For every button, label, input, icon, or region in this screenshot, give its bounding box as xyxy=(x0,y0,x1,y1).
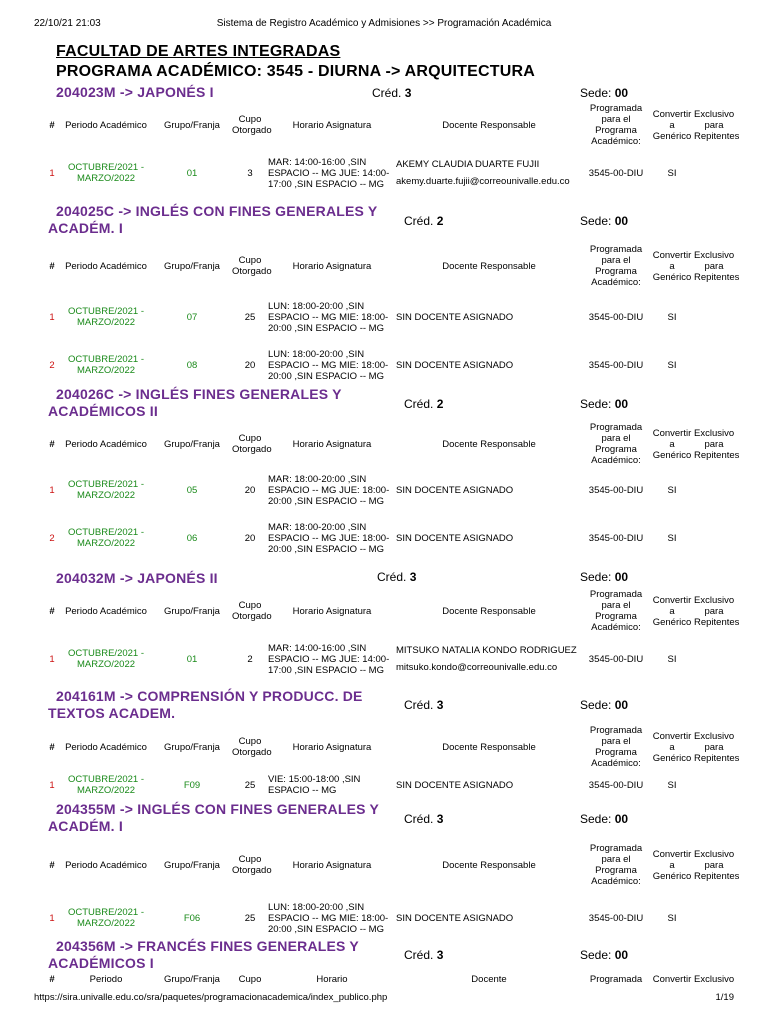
credits-label: Créd. xyxy=(372,86,402,100)
credits-label: Créd. xyxy=(404,214,434,228)
col-horario-header: Horario Asignatura xyxy=(292,605,372,617)
row-programada: 3545-00-DIU xyxy=(588,653,644,665)
col-cupo-header: Cupo Otorgado xyxy=(232,736,272,758)
row-horario: LUN: 18:00-20:00 ,SIN ESPACIO -- MG MIE: 18:00-20:00 ,SIN ESPACIO -- MG xyxy=(268,348,389,382)
row-programada: 3545-00-DIU xyxy=(588,912,644,924)
row-docente xyxy=(396,148,582,198)
col-programada-header: Programada para el Programa Académico: xyxy=(589,103,643,147)
page-number: 1/19 xyxy=(715,992,734,1003)
row-cupo: 25 xyxy=(244,311,256,323)
row-horario: VIE: 15:00-18:00 ,SIN ESPACIO -- MG xyxy=(268,774,361,796)
row-convertir: SI xyxy=(667,311,677,323)
course-header xyxy=(0,203,768,239)
docente-name: SIN DOCENTE ASIGNADO xyxy=(396,779,514,791)
col-period-header: Periodo Académico xyxy=(65,438,147,450)
row-docente xyxy=(396,466,582,514)
course-name-line: 204356M -> FRANCÉS FINES GENERALES Y xyxy=(56,938,359,954)
credits-label: Créd. xyxy=(404,948,434,962)
credits-value: 3 xyxy=(436,698,444,712)
course-block xyxy=(0,801,768,935)
col-exclusivo-header: Exclusivo para Repitentes xyxy=(694,730,740,764)
col-exclusivo-header: Exclusivo para Repitentes xyxy=(694,249,740,283)
row-group: 01 xyxy=(186,167,198,179)
table-header-row xyxy=(44,422,734,466)
row-convertir: SI xyxy=(667,532,677,544)
course-name xyxy=(48,688,363,722)
docente-name: AKEMY CLAUDIA DUARTE FUJII xyxy=(396,159,540,170)
course-name xyxy=(48,938,359,972)
sede-label: Sede: xyxy=(580,812,612,826)
docente-name: MITSUKO NATALIA KONDO RODRIGUEZ xyxy=(396,645,577,656)
col-exclusivo-header: Exclusivo para Repitentes xyxy=(694,594,740,628)
row-docente xyxy=(396,514,582,562)
col-programada-header: Programada para el Programa Académico: xyxy=(589,725,643,769)
course-name-line: TEXTOS ACADEM. xyxy=(48,705,176,721)
col-group-header: Grupo/Franja xyxy=(164,605,220,617)
credits-label: Créd. xyxy=(404,397,434,411)
row-period: OCTUBRE/2021 - MARZO/2022 xyxy=(67,354,145,376)
col-programada-header: Programada para el Programa Académico: xyxy=(589,244,643,288)
row-programada: 3545-00-DIU xyxy=(588,779,644,791)
row-number: 1 xyxy=(49,779,55,791)
col-docente-header: Docente Responsable xyxy=(442,741,536,753)
row-period: OCTUBRE/2021 - MARZO/2022 xyxy=(67,527,145,549)
course-block xyxy=(0,203,768,382)
credits-value: 2 xyxy=(436,397,444,411)
row-cupo: 25 xyxy=(244,912,256,924)
course-block xyxy=(0,570,768,676)
row-number: 1 xyxy=(49,653,55,665)
col-horario-header: Horario Asignatura xyxy=(292,741,372,753)
course-name-line: ACADÉM. I xyxy=(48,220,123,236)
col-cupo-header: Cupo Otorgado xyxy=(232,600,272,622)
col-period-header: Periodo xyxy=(89,974,123,985)
print-header xyxy=(0,0,768,29)
table-row xyxy=(44,514,734,562)
row-convertir: SI xyxy=(667,653,677,665)
table-header-row xyxy=(44,102,734,148)
row-convertir: SI xyxy=(667,912,677,924)
col-exclusivo-header: Exclusivo para Repitentes xyxy=(694,848,740,882)
col-convertir-header: Convertir a Genérico xyxy=(652,730,692,764)
table-row xyxy=(44,634,734,684)
course-name-line: 204023M -> JAPONÉS I xyxy=(56,84,214,100)
col-number-header: # xyxy=(49,859,55,871)
row-group: 08 xyxy=(186,359,198,371)
col-period-header: Periodo Académico xyxy=(65,119,147,131)
row-cupo: 20 xyxy=(244,359,256,371)
credits-value: 3 xyxy=(436,948,444,962)
col-period-header: Periodo Académico xyxy=(65,859,147,871)
col-cupo-header: Cupo xyxy=(238,974,262,985)
row-number: 1 xyxy=(49,167,55,179)
course-name-line: ACADÉMICOS I xyxy=(48,955,154,971)
col-horario-header: Horario xyxy=(316,974,348,985)
col-docente-header: Docente Responsable xyxy=(442,119,536,131)
col-group-header: Grupo/Franja xyxy=(164,859,220,871)
row-programada: 3545-00-DIU xyxy=(588,532,644,544)
credits-value: 3 xyxy=(404,86,412,100)
table-row xyxy=(44,293,734,341)
schedule-table xyxy=(44,724,740,800)
col-convertir-header: Convertir xyxy=(652,974,692,985)
col-cupo-header: Cupo Otorgado xyxy=(232,255,272,277)
sede-value: 00 xyxy=(614,214,629,228)
course-header xyxy=(0,938,768,974)
course-name-line: 204032M -> JAPONÉS II xyxy=(56,570,218,586)
col-programada-header: Programada xyxy=(589,974,643,985)
table-header-row xyxy=(44,239,734,293)
course-credits xyxy=(404,397,443,411)
course-header xyxy=(0,570,768,590)
table-row xyxy=(44,148,734,198)
col-programada-header: Programada para el Programa Académico: xyxy=(589,422,643,466)
row-horario: MAR: 14:00-16:00 ,SIN ESPACIO -- MG JUE: 14:00-17:00 ,SIN ESPACIO -- MG xyxy=(268,642,390,676)
schedule-table xyxy=(44,588,740,684)
sede-value: 00 xyxy=(614,86,629,100)
row-exclusivo xyxy=(694,466,734,514)
docente-name: SIN DOCENTE ASIGNADO xyxy=(396,532,514,544)
table-header-row xyxy=(44,837,734,893)
course-sede xyxy=(580,812,628,826)
row-group: F09 xyxy=(183,779,201,791)
course-name-line: 204355M -> INGLÉS CON FINES GENERALES Y xyxy=(56,801,380,817)
row-exclusivo xyxy=(694,293,734,341)
col-period-header: Periodo Académico xyxy=(65,260,147,272)
table-header-row xyxy=(44,588,734,634)
row-horario: LUN: 18:00-20:00 ,SIN ESPACIO -- MG MIE: 18:00-20:00 ,SIN ESPACIO -- MG xyxy=(268,300,389,334)
row-period: OCTUBRE/2021 - MARZO/2022 xyxy=(67,907,145,929)
row-cupo: 3 xyxy=(247,167,253,179)
col-convertir-header: Convertir a Genérico xyxy=(652,427,692,461)
row-programada: 3545-00-DIU xyxy=(588,311,644,323)
course-credits xyxy=(404,698,443,712)
sede-label: Sede: xyxy=(580,948,612,962)
course-sede xyxy=(580,570,628,584)
course-block xyxy=(0,688,768,796)
docente-name: SIN DOCENTE ASIGNADO xyxy=(396,484,514,496)
row-convertir: SI xyxy=(667,167,677,179)
print-datetime: 22/10/21 21:03 xyxy=(34,18,101,29)
col-docente-header: Docente Responsable xyxy=(442,438,536,450)
course-name xyxy=(48,203,377,237)
course-block xyxy=(0,938,768,985)
course-credits xyxy=(404,812,443,826)
docente-name: SIN DOCENTE ASIGNADO xyxy=(396,311,514,323)
row-period: OCTUBRE/2021 - MARZO/2022 xyxy=(67,774,145,796)
row-exclusivo xyxy=(694,148,734,198)
col-programada-header: Programada para el Programa Académico: xyxy=(589,589,643,633)
table-row xyxy=(44,770,734,800)
schedule-table xyxy=(44,974,734,988)
row-convertir: SI xyxy=(667,484,677,496)
col-number-header: # xyxy=(49,741,55,753)
sede-value: 00 xyxy=(614,698,629,712)
sede-label: Sede: xyxy=(580,86,612,100)
row-docente xyxy=(396,341,582,389)
credits-label: Créd. xyxy=(404,812,434,826)
col-convertir-header: Convertir a Genérico xyxy=(652,594,692,628)
row-exclusivo xyxy=(694,341,734,389)
sede-label: Sede: xyxy=(580,214,612,228)
course-sede xyxy=(580,214,628,228)
row-cupo: 25 xyxy=(244,779,256,791)
sede-value: 00 xyxy=(614,812,629,826)
row-horario: LUN: 18:00-20:00 ,SIN ESPACIO -- MG MIE: 18:00-20:00 ,SIN ESPACIO -- MG xyxy=(268,901,389,935)
sede-value: 00 xyxy=(614,948,629,962)
course-header xyxy=(0,688,768,724)
course-name-line: ACADÉMICOS II xyxy=(48,403,158,419)
row-period: OCTUBRE/2021 - MARZO/2022 xyxy=(67,648,145,670)
credits-value: 3 xyxy=(436,812,444,826)
table-row xyxy=(44,893,734,943)
row-horario: MAR: 14:00-16:00 ,SIN ESPACIO -- MG JUE: 14:00-17:00 ,SIN ESPACIO -- MG xyxy=(268,156,390,190)
row-exclusivo xyxy=(694,770,734,800)
course-block xyxy=(0,84,768,190)
course-sede xyxy=(580,948,628,962)
col-docente-header: Docente Responsable xyxy=(442,859,536,871)
col-number-header: # xyxy=(49,438,55,450)
row-horario: MAR: 18:00-20:00 ,SIN ESPACIO -- MG JUE: 18:00-20:00 ,SIN ESPACIO -- MG xyxy=(268,521,390,555)
col-cupo-header: Cupo Otorgado xyxy=(232,854,272,876)
col-number-header: # xyxy=(49,119,55,131)
sede-label: Sede: xyxy=(580,397,612,411)
col-cupo-header: Cupo Otorgado xyxy=(232,433,272,455)
docente-email[interactable]: akemy.duarte.fujii@correounivalle.edu.co xyxy=(396,176,570,187)
course-sede xyxy=(580,397,628,411)
faculty-title: FACULTAD DE ARTES INTEGRADAS xyxy=(56,43,341,60)
sede-label: Sede: xyxy=(580,570,612,584)
row-number: 1 xyxy=(49,311,55,323)
row-period: OCTUBRE/2021 - MARZO/2022 xyxy=(67,162,145,184)
sede-label: Sede: xyxy=(580,698,612,712)
col-docente-header: Docente Responsable xyxy=(442,605,536,617)
course-name-line: 204161M -> COMPRENSIÓN Y PRODUCC. DE xyxy=(56,688,363,704)
col-group-header: Grupo/Franja xyxy=(164,974,220,985)
course-name xyxy=(48,84,214,101)
row-period: OCTUBRE/2021 - MARZO/2022 xyxy=(67,306,145,328)
course-credits xyxy=(372,86,411,100)
col-convertir-header: Convertir a Genérico xyxy=(652,249,692,283)
row-number: 2 xyxy=(49,532,55,544)
col-exclusivo-header: Exclusivo para Repitentes xyxy=(694,108,740,142)
course-name-line: 204026C -> INGLÉS FINES GENERALES Y xyxy=(56,386,342,402)
row-horario: MAR: 18:00-20:00 ,SIN ESPACIO -- MG JUE: 18:00-20:00 ,SIN ESPACIO -- MG xyxy=(268,473,390,507)
course-credits xyxy=(404,214,443,228)
row-docente xyxy=(396,770,582,800)
course-name xyxy=(48,570,218,587)
table-header-row xyxy=(44,974,734,988)
table-row xyxy=(44,466,734,514)
course-block xyxy=(0,386,768,555)
course-sede xyxy=(580,698,628,712)
docente-email[interactable]: mitsuko.kondo@correounivalle.edu.co xyxy=(396,662,558,673)
row-cupo: 20 xyxy=(244,532,256,544)
schedule-table xyxy=(44,422,740,562)
row-convertir: SI xyxy=(667,779,677,791)
print-title: Sistema de Registro Académico y Admisiones >> Programación Académica xyxy=(216,18,552,29)
schedule-table xyxy=(44,239,740,389)
row-programada: 3545-00-DIU xyxy=(588,167,644,179)
col-group-header: Grupo/Franja xyxy=(164,741,220,753)
course-name-line: ACADÉM. I xyxy=(48,818,123,834)
sede-value: 00 xyxy=(614,397,629,411)
col-horario-header: Horario Asignatura xyxy=(292,438,372,450)
table-row xyxy=(44,341,734,389)
col-number-header: # xyxy=(49,260,55,272)
credits-label: Créd. xyxy=(404,698,434,712)
col-exclusivo-header: Exclusivo para Repitentes xyxy=(694,427,740,461)
row-cupo: 2 xyxy=(247,653,253,665)
course-header xyxy=(0,801,768,837)
course-name xyxy=(48,801,379,835)
course-credits xyxy=(377,570,416,584)
docente-name: SIN DOCENTE ASIGNADO xyxy=(396,359,514,371)
course-header xyxy=(0,84,768,104)
row-docente xyxy=(396,893,582,943)
col-programada-header: Programada para el Programa Académico: xyxy=(589,843,643,887)
row-group: 05 xyxy=(186,484,198,496)
docente-name: SIN DOCENTE ASIGNADO xyxy=(396,912,514,924)
credits-label: Créd. xyxy=(377,570,407,584)
col-cupo-header: Cupo Otorgado xyxy=(232,114,272,136)
col-horario-header: Horario Asignatura xyxy=(292,119,372,131)
course-name-line: 204025C -> INGLÉS CON FINES GENERALES Y xyxy=(56,203,378,219)
col-group-header: Grupo/Franja xyxy=(164,260,220,272)
col-group-header: Grupo/Franja xyxy=(164,119,220,131)
schedule-table xyxy=(44,102,740,198)
page-url[interactable]: https://sira.univalle.edu.co/sra/paquetes/programacionacademica/index_publico.php xyxy=(34,992,388,1003)
row-programada: 3545-00-DIU xyxy=(588,359,644,371)
row-convertir: SI xyxy=(667,359,677,371)
course-sede xyxy=(580,86,628,100)
row-number: 2 xyxy=(49,359,55,371)
col-convertir-header: Convertir a Genérico xyxy=(652,848,692,882)
row-programada: 3545-00-DIU xyxy=(588,484,644,496)
credits-value: 3 xyxy=(409,570,417,584)
col-group-header: Grupo/Franja xyxy=(164,438,220,450)
row-group: 01 xyxy=(186,653,198,665)
row-exclusivo xyxy=(694,514,734,562)
course-credits xyxy=(404,948,443,962)
col-exclusivo-header: Exclusivo xyxy=(694,974,734,985)
row-docente xyxy=(396,293,582,341)
row-group: 06 xyxy=(186,532,198,544)
course-header xyxy=(0,386,768,422)
row-group: 07 xyxy=(186,311,198,323)
col-horario-header: Horario Asignatura xyxy=(292,260,372,272)
col-convertir-header: Convertir a Genérico xyxy=(652,108,692,142)
col-period-header: Periodo Académico xyxy=(65,605,147,617)
row-cupo: 20 xyxy=(244,484,256,496)
row-exclusivo xyxy=(694,634,734,684)
program-title: PROGRAMA ACADÉMICO: 3545 - DIURNA -> ARQUITECTURA xyxy=(56,63,536,80)
col-docente-header: Docente Responsable xyxy=(442,260,536,272)
row-period: OCTUBRE/2021 - MARZO/2022 xyxy=(67,479,145,501)
sede-value: 00 xyxy=(614,570,629,584)
table-header-row xyxy=(44,724,734,770)
row-group: F06 xyxy=(183,912,201,924)
col-period-header: Periodo Académico xyxy=(65,741,147,753)
col-docente-header: Docente xyxy=(471,974,507,985)
col-number-header: # xyxy=(49,974,55,985)
course-name xyxy=(48,386,342,420)
schedule-table xyxy=(44,837,740,943)
col-number-header: # xyxy=(49,605,55,617)
row-exclusivo xyxy=(694,893,734,943)
row-number: 1 xyxy=(49,912,55,924)
credits-value: 2 xyxy=(436,214,444,228)
col-horario-header: Horario Asignatura xyxy=(292,859,372,871)
row-docente xyxy=(396,634,582,684)
row-number: 1 xyxy=(49,484,55,496)
